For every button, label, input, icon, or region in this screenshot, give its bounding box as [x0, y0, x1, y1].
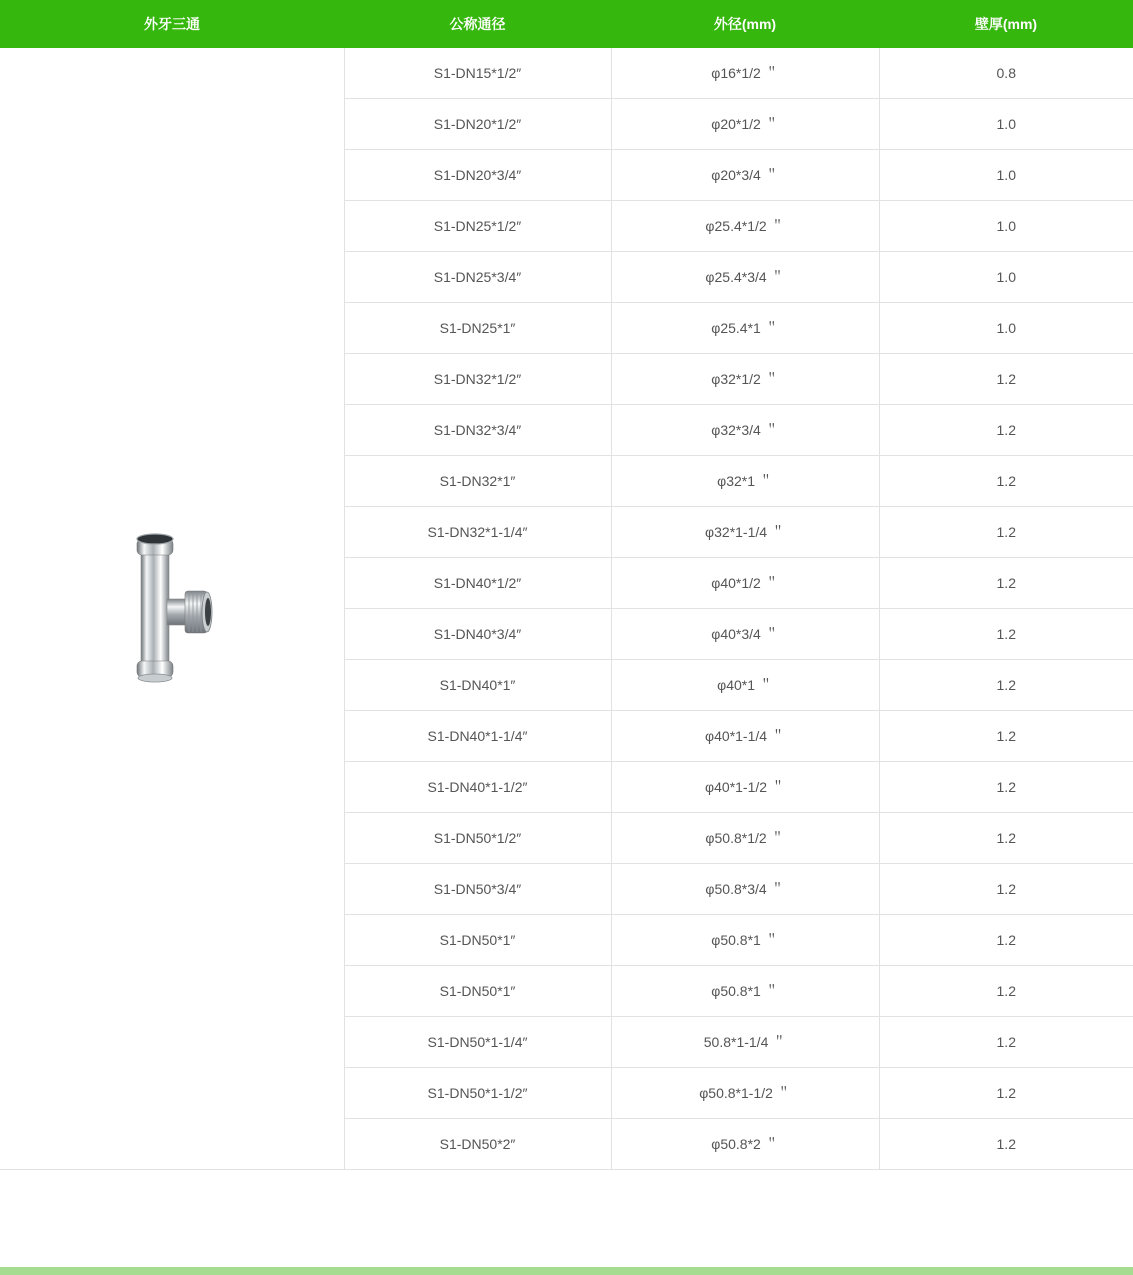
bottom-accent-bar — [0, 1267, 1133, 1275]
outer-diameter-cell: φ32*1/2 ＂ — [611, 354, 879, 405]
nominal-diameter-cell: S1-DN40*1/2″ — [344, 558, 611, 609]
wall-thickness-cell: 1.2 — [879, 966, 1133, 1017]
outer-diameter-cell: φ20*1/2 ＂ — [611, 99, 879, 150]
product-image-cell — [0, 48, 344, 1170]
outer-diameter-cell: φ50.8*1/2 ＂ — [611, 813, 879, 864]
wall-thickness-cell: 1.0 — [879, 99, 1133, 150]
nominal-diameter-cell: S1-DN50*3/4″ — [344, 864, 611, 915]
nominal-diameter-cell: S1-DN32*1″ — [344, 456, 611, 507]
nominal-diameter-cell: S1-DN32*1/2″ — [344, 354, 611, 405]
nominal-diameter-cell: S1-DN15*1/2″ — [344, 48, 611, 99]
table-body — [0, 48, 1133, 1170]
outer-diameter-cell: φ25.4*1/2 ＂ — [611, 201, 879, 252]
table-header — [0, 0, 1133, 48]
wall-thickness-cell: 1.2 — [879, 507, 1133, 558]
outer-diameter-cell: φ32*3/4 ＂ — [611, 405, 879, 456]
nominal-diameter-cell: S1-DN20*1/2″ — [344, 99, 611, 150]
outer-diameter-cell: φ20*3/4 ＂ — [611, 150, 879, 201]
wall-thickness-cell: 1.2 — [879, 915, 1133, 966]
nominal-diameter-cell: S1-DN50*1-1/4″ — [344, 1017, 611, 1068]
nominal-diameter-cell: S1-DN50*2″ — [344, 1119, 611, 1170]
header-product-name: 外牙三通 — [0, 0, 344, 48]
outer-diameter-cell: φ40*1-1/2 ＂ — [611, 762, 879, 813]
wall-thickness-cell: 1.2 — [879, 609, 1133, 660]
nominal-diameter-cell: S1-DN50*1-1/2″ — [344, 1068, 611, 1119]
table-row — [0, 48, 1133, 99]
nominal-diameter-cell: S1-DN40*1″ — [344, 660, 611, 711]
outer-diameter-cell: φ50.8*3/4 ＂ — [611, 864, 879, 915]
tee-fitting-image — [127, 529, 217, 689]
outer-diameter-cell: φ25.4*1 ＂ — [611, 303, 879, 354]
wall-thickness-cell: 1.2 — [879, 456, 1133, 507]
nominal-diameter-cell: S1-DN25*1″ — [344, 303, 611, 354]
outer-diameter-cell: φ50.8*1 ＂ — [611, 966, 879, 1017]
outer-diameter-cell: φ50.8*2 ＂ — [611, 1119, 879, 1170]
header-row — [0, 0, 1133, 48]
outer-diameter-cell: φ50.8*1-1/2 ＂ — [611, 1068, 879, 1119]
nominal-diameter-cell: S1-DN25*1/2″ — [344, 201, 611, 252]
header-outer-diameter: 外径(mm) — [611, 0, 879, 48]
outer-diameter-cell: φ32*1 ＂ — [611, 456, 879, 507]
outer-diameter-cell: 50.8*1-1/4 ＂ — [611, 1017, 879, 1068]
wall-thickness-cell: 1.0 — [879, 201, 1133, 252]
wall-thickness-cell: 1.2 — [879, 864, 1133, 915]
wall-thickness-cell: 1.2 — [879, 1068, 1133, 1119]
wall-thickness-cell: 1.0 — [879, 303, 1133, 354]
wall-thickness-cell: 1.2 — [879, 711, 1133, 762]
nominal-diameter-cell: S1-DN40*1-1/4″ — [344, 711, 611, 762]
wall-thickness-cell: 1.2 — [879, 1017, 1133, 1068]
wall-thickness-cell: 1.0 — [879, 252, 1133, 303]
nominal-diameter-cell: S1-DN32*3/4″ — [344, 405, 611, 456]
outer-diameter-cell: φ40*1-1/4 ＂ — [611, 711, 879, 762]
wall-thickness-cell: 1.2 — [879, 558, 1133, 609]
wall-thickness-cell: 1.2 — [879, 762, 1133, 813]
outer-diameter-cell: φ40*1 ＂ — [611, 660, 879, 711]
outer-diameter-cell: φ16*1/2 ＂ — [611, 48, 879, 99]
nominal-diameter-cell: S1-DN20*3/4″ — [344, 150, 611, 201]
nominal-diameter-cell: S1-DN32*1-1/4″ — [344, 507, 611, 558]
outer-diameter-cell: φ40*1/2 ＂ — [611, 558, 879, 609]
outer-diameter-cell: φ32*1-1/4 ＂ — [611, 507, 879, 558]
nominal-diameter-cell: S1-DN50*1″ — [344, 915, 611, 966]
wall-thickness-cell: 1.2 — [879, 405, 1133, 456]
outer-diameter-cell: φ40*3/4 ＂ — [611, 609, 879, 660]
nominal-diameter-cell: S1-DN40*3/4″ — [344, 609, 611, 660]
nominal-diameter-cell: S1-DN25*3/4″ — [344, 252, 611, 303]
wall-thickness-cell: 1.2 — [879, 660, 1133, 711]
nominal-diameter-cell: S1-DN50*1/2″ — [344, 813, 611, 864]
wall-thickness-cell: 0.8 — [879, 48, 1133, 99]
wall-thickness-cell: 1.2 — [879, 354, 1133, 405]
header-wall-thickness: 壁厚(mm) — [879, 0, 1133, 48]
wall-thickness-cell: 1.2 — [879, 1119, 1133, 1170]
wall-thickness-cell: 1.0 — [879, 150, 1133, 201]
outer-diameter-cell: φ25.4*3/4 ＂ — [611, 252, 879, 303]
header-nominal-diameter: 公称通径 — [344, 0, 611, 48]
outer-diameter-cell: φ50.8*1 ＂ — [611, 915, 879, 966]
wall-thickness-cell: 1.2 — [879, 813, 1133, 864]
nominal-diameter-cell: S1-DN50*1″ — [344, 966, 611, 1017]
nominal-diameter-cell: S1-DN40*1-1/2″ — [344, 762, 611, 813]
